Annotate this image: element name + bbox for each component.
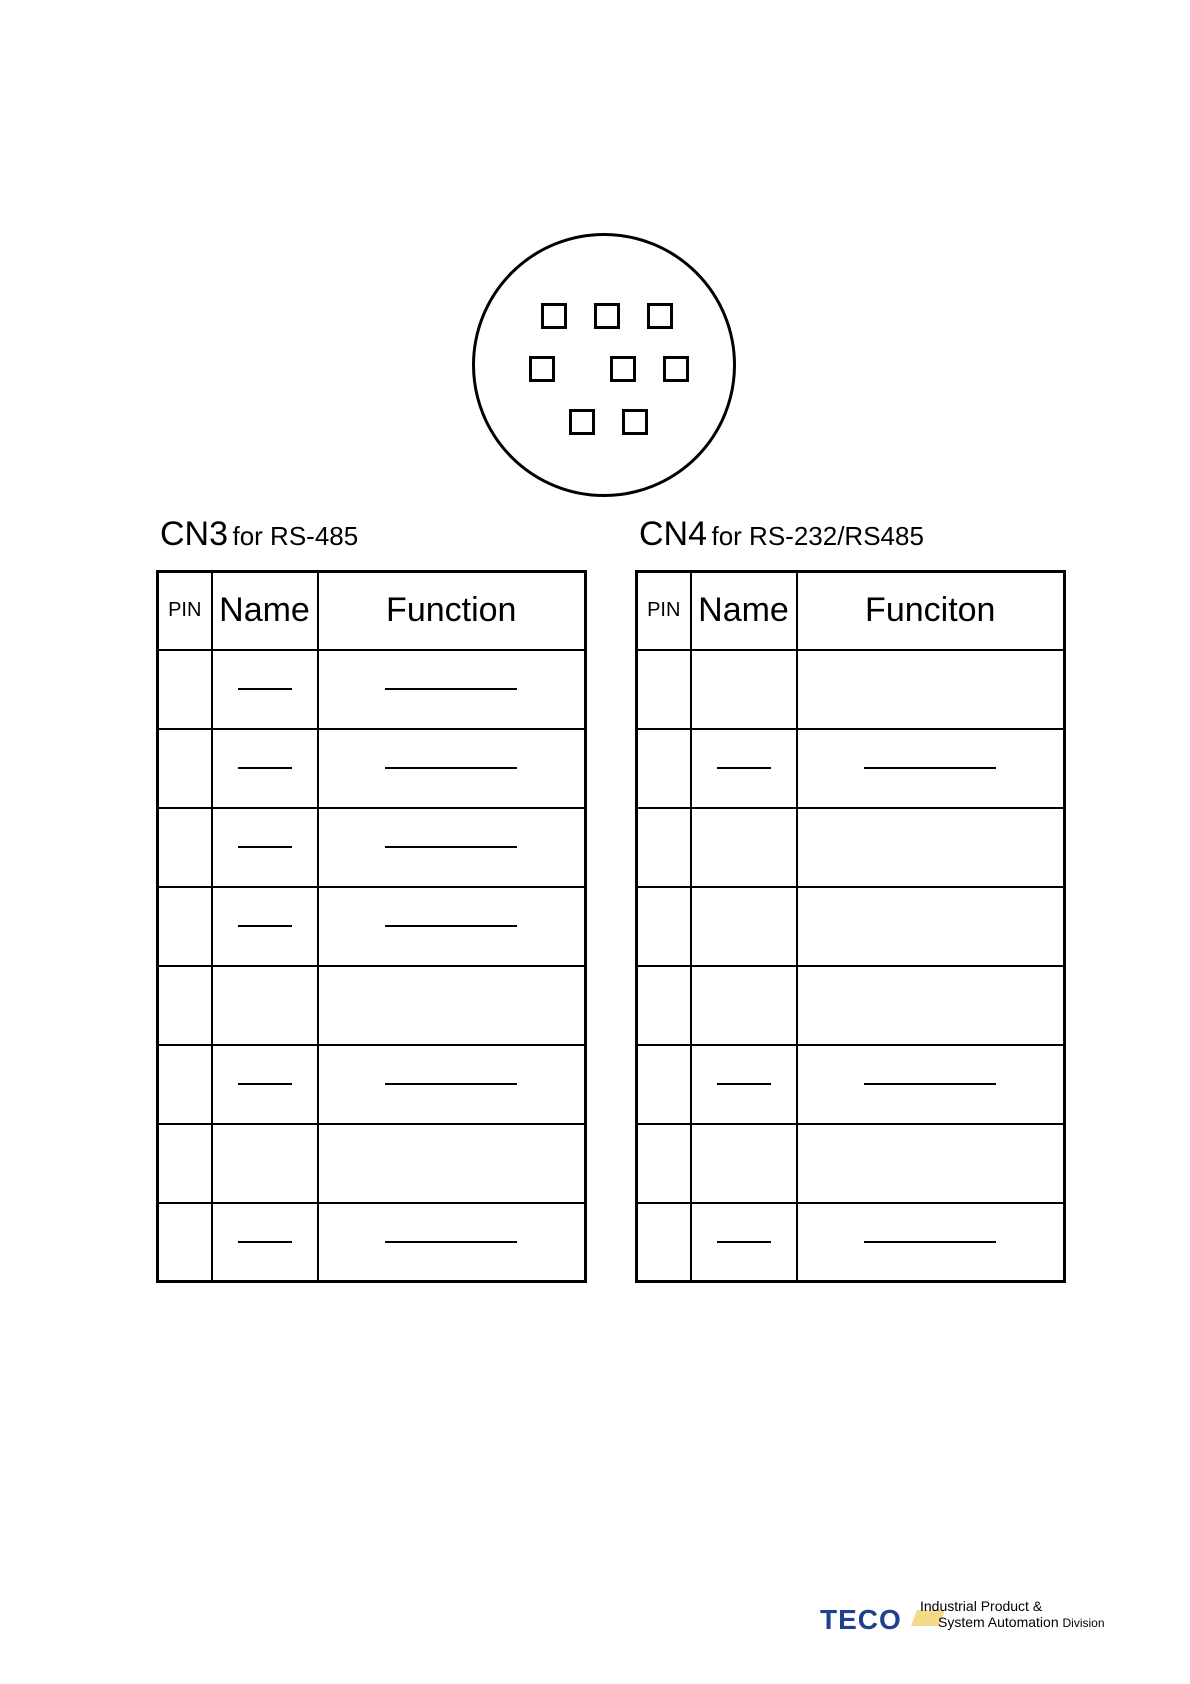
- cn4-heading-sub: for RS-232/RS485: [711, 521, 924, 551]
- name-cell: [691, 1045, 797, 1124]
- name-cell: [691, 966, 797, 1045]
- table-row: [158, 887, 586, 966]
- division-line-2: [938, 1614, 1105, 1630]
- blank-line: [864, 1241, 996, 1243]
- blank-line: [238, 1083, 292, 1085]
- company-logo: [820, 1598, 1120, 1638]
- table-row: [637, 729, 1065, 808]
- pin-cell: [637, 1124, 691, 1203]
- function-cell: [797, 650, 1065, 729]
- division-line-1: Industrial Product &: [920, 1598, 1043, 1614]
- connector-pin: [529, 356, 555, 382]
- name-cell: [212, 966, 318, 1045]
- cn4-heading-main: CN4: [639, 515, 708, 553]
- blank-line: [238, 1241, 292, 1243]
- table-row: [158, 1045, 586, 1124]
- connector-pin: [541, 303, 567, 329]
- function-cell: [318, 729, 586, 808]
- name-cell: [691, 1124, 797, 1203]
- function-cell: [318, 966, 586, 1045]
- table-row: [158, 650, 586, 729]
- table-row: [158, 1124, 586, 1203]
- table-row: [637, 887, 1065, 966]
- function-cell: [797, 966, 1065, 1045]
- blank-line: [717, 1083, 771, 1085]
- cn3-heading-main: CN3: [160, 515, 229, 553]
- blank-line: [385, 767, 517, 769]
- table-row: [637, 650, 1065, 729]
- function-cell: [318, 1203, 586, 1282]
- blank-line: [717, 1241, 771, 1243]
- name-cell: [691, 650, 797, 729]
- pin-cell: [158, 1045, 212, 1124]
- pin-cell: [637, 966, 691, 1045]
- cn3-heading-sub: for RS-485: [232, 521, 359, 551]
- blank-line: [385, 1083, 517, 1085]
- pin-cell: [637, 1045, 691, 1124]
- division-line-2-suffix: Division: [1062, 1616, 1105, 1630]
- connector-pin: [569, 409, 595, 435]
- cn3-heading: [160, 517, 358, 551]
- table-row: [637, 1124, 1065, 1203]
- function-cell: [318, 1124, 586, 1203]
- blank-line: [238, 846, 292, 848]
- function-cell: [797, 729, 1065, 808]
- name-cell: [212, 650, 318, 729]
- function-cell: [318, 650, 586, 729]
- name-cell: [212, 729, 318, 808]
- table-header-row: [158, 572, 586, 650]
- blank-line: [385, 688, 517, 690]
- function-cell: [797, 887, 1065, 966]
- name-cell: [691, 887, 797, 966]
- function-cell: [318, 887, 586, 966]
- table-row: [158, 808, 586, 887]
- function-cell: [797, 1203, 1065, 1282]
- table-row: [637, 1203, 1065, 1282]
- blank-line: [717, 767, 771, 769]
- division-line-2-main: System Automation: [938, 1614, 1059, 1630]
- name-column-header: Name: [212, 572, 318, 650]
- blank-line: [238, 688, 292, 690]
- cn3-pin-table: [156, 570, 587, 1283]
- pin-cell: [637, 808, 691, 887]
- function-cell: [797, 1124, 1065, 1203]
- table-row: [158, 729, 586, 808]
- blank-line: [864, 767, 996, 769]
- blank-line: [238, 767, 292, 769]
- function-cell: [797, 1045, 1065, 1124]
- name-cell: [691, 808, 797, 887]
- pin-column-header: PIN: [158, 572, 212, 650]
- cn4-heading: [639, 517, 924, 551]
- function-cell: [797, 808, 1065, 887]
- blank-line: [238, 925, 292, 927]
- pin-cell: [158, 887, 212, 966]
- blank-line: [385, 925, 517, 927]
- name-cell: [691, 729, 797, 808]
- name-cell: [212, 1045, 318, 1124]
- connector-pin: [610, 356, 636, 382]
- function-cell: [318, 1045, 586, 1124]
- connector-pin: [622, 409, 648, 435]
- pin-cell: [637, 1203, 691, 1282]
- connector-pin: [647, 303, 673, 329]
- pin-cell: [637, 650, 691, 729]
- pin-cell: [158, 729, 212, 808]
- pin-cell: [158, 966, 212, 1045]
- connector-pin: [663, 356, 689, 382]
- table-row: [158, 966, 586, 1045]
- table-row: [637, 966, 1065, 1045]
- table-row: [637, 808, 1065, 887]
- function-column-header: Function: [318, 572, 586, 650]
- cn4-pin-table: [635, 570, 1066, 1283]
- table-row: [637, 1045, 1065, 1124]
- pin-column-header: PIN: [637, 572, 691, 650]
- pin-cell: [637, 887, 691, 966]
- blank-line: [385, 1241, 517, 1243]
- name-column-header: Name: [691, 572, 797, 650]
- connector-diagram: [472, 233, 736, 497]
- pin-cell: [158, 650, 212, 729]
- pin-cell: [158, 808, 212, 887]
- name-cell: [212, 808, 318, 887]
- pin-cell: [158, 1203, 212, 1282]
- blank-line: [385, 846, 517, 848]
- name-cell: [691, 1203, 797, 1282]
- pin-cell: [158, 1124, 212, 1203]
- name-cell: [212, 1203, 318, 1282]
- name-cell: [212, 887, 318, 966]
- brand-name: TECO: [820, 1604, 902, 1635]
- table-header-row: [637, 572, 1065, 650]
- function-column-header: Funciton: [797, 572, 1065, 650]
- table-row: [158, 1203, 586, 1282]
- name-cell: [212, 1124, 318, 1203]
- connector-pin: [594, 303, 620, 329]
- blank-line: [864, 1083, 996, 1085]
- pin-cell: [637, 729, 691, 808]
- function-cell: [318, 808, 586, 887]
